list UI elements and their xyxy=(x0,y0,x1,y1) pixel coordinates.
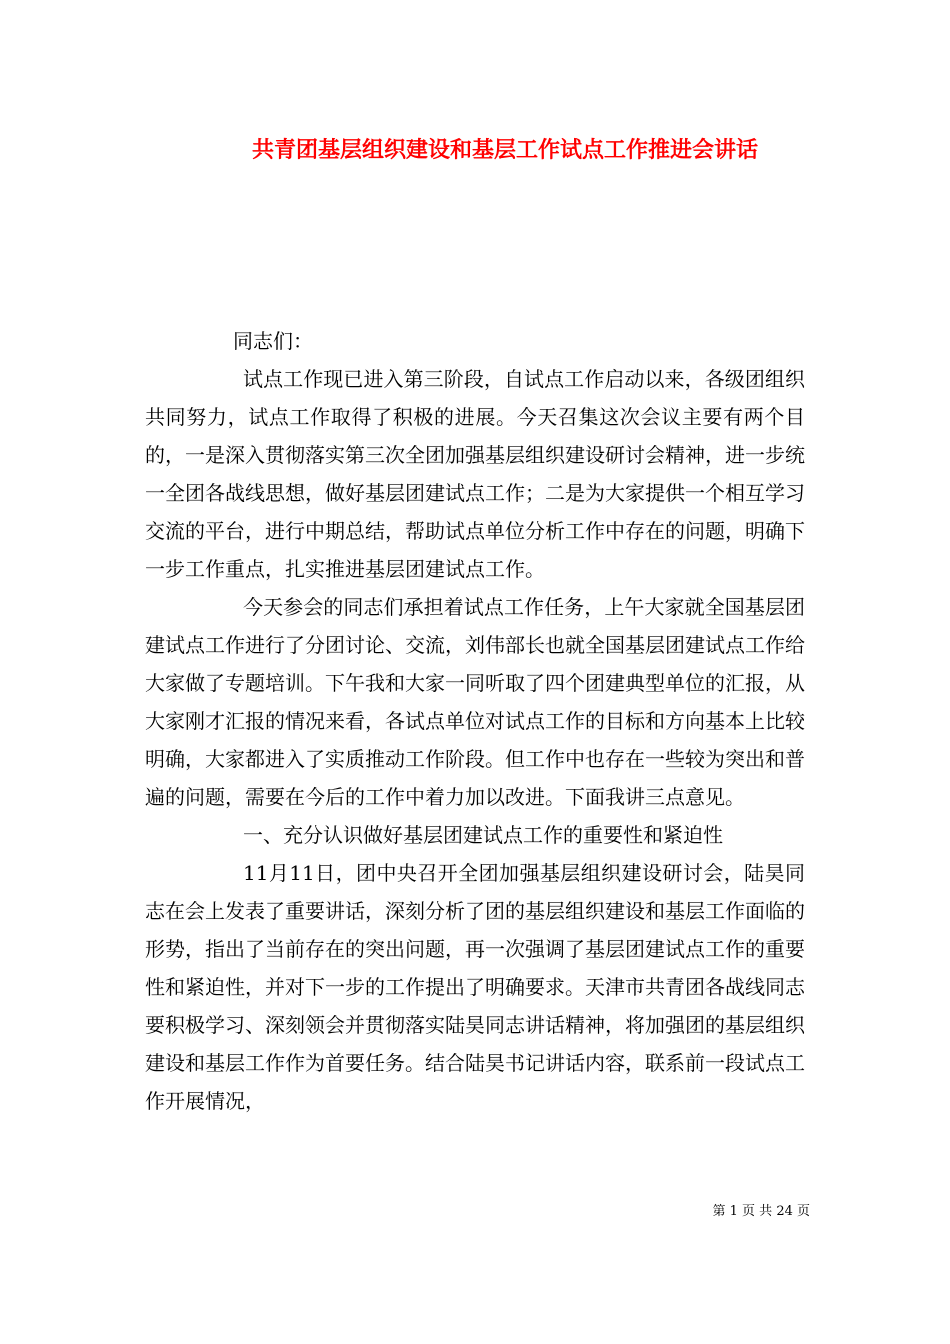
section-heading: 一、充分认识做好基层团建试点工作的重要性和紧迫性 xyxy=(243,823,723,847)
salutation: 同志们： xyxy=(233,329,313,353)
paragraph-2: 今天参会的同志们承担着试点工作任务，上午大家就全国基层团建试点工作进行了分团讨论、交流，刘伟部长也就全国基层团建试点工作给大家做了专题培训。下午我和大家一同听取了四个团建典型单位的汇报，从大家刚才汇报的情况来看，各试点单位对试点工作的目标和方向基本上比较明确，大家都进入了实质推动工作阶段。但工作中也存在一些较为突出和普遍的问题，需要在今后的工作中着力加以改进。下面我讲三点意见。 xyxy=(145,595,805,809)
document-body xyxy=(145,322,805,1120)
document-title: 共青团基层组织建设和基层工作试点工作推进会讲话 xyxy=(251,137,758,163)
paragraph-1: 试点工作现已进入第三阶段，自试点工作启动以来，各级团组织共同努力，试点工作取得了积极的进展。今天召集这次会议主要有两个目的，一是深入贯彻落实第三次全团加强基层组织建设研讨会精神，进一步统一全团各战线思想，做好基层团建试点工作；二是为大家提供一个相互学习交流的平台，进行中期总结，帮助试点单位分析工作中存在的问题，明确下一步工作重点，扎实推进基层团建试点工作。 xyxy=(145,367,805,581)
page-number: 第 1 页 共 24 页 xyxy=(712,1204,810,1219)
section-paragraph: 11月11日，团中央召开全团加强基层组织建设研讨会，陆昊同志在会上发表了重要讲话，深刻分析了团的基层组织建设和基层工作面临的形势，指出了当前存在的突出问题，再一次强调了基层团建试点工作的重要性和紧迫性，并对下一步的工作提出了明确要求。天津市共青团各战线同志要积极学习、深刻领会并贯彻落实陆昊同志讲话精神，将加强团的基层组织建设和基层工作作为首要任务。结合陆昊书记讲话内容，联系前一段试点工作开展情况， xyxy=(145,861,805,1113)
